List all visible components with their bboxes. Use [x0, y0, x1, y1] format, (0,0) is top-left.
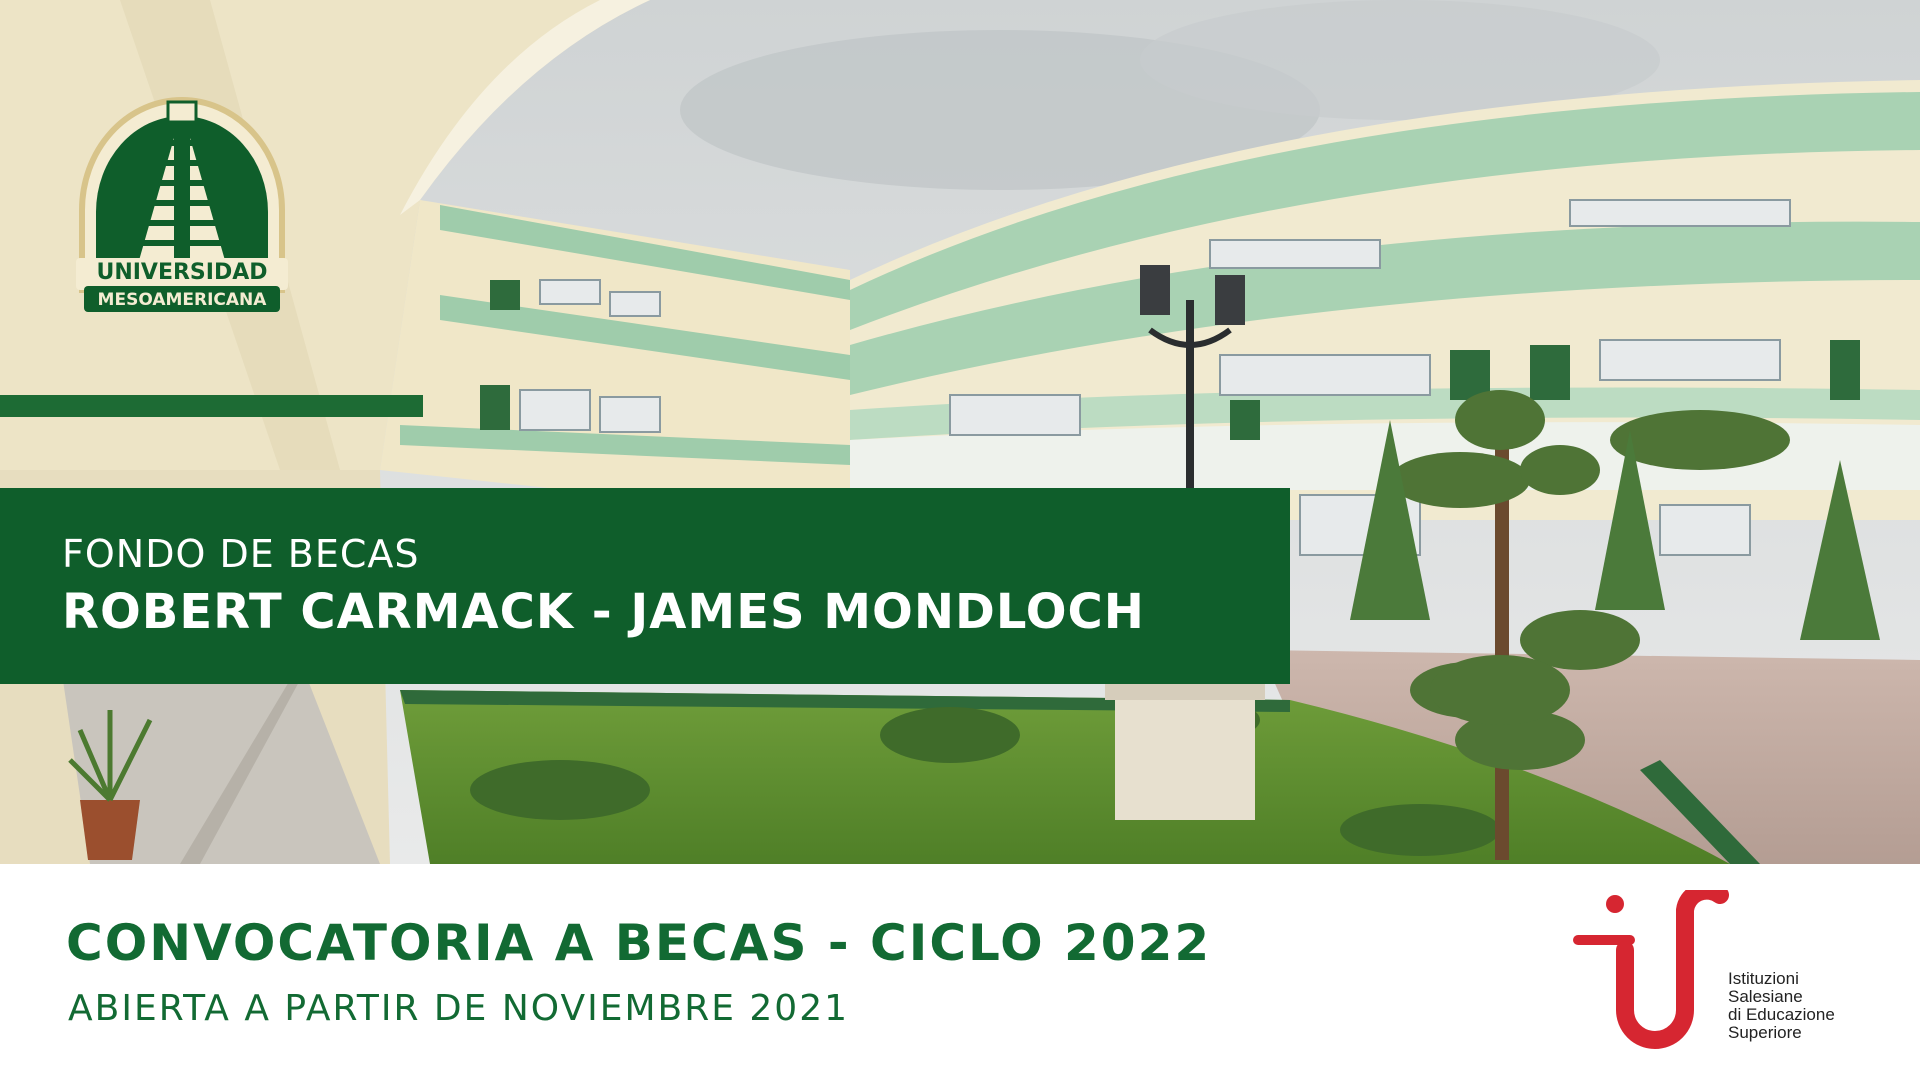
- accent-bar: [0, 395, 423, 417]
- partner-name-line: di Educazione: [1728, 1005, 1835, 1024]
- banner-title: ROBERT CARMACK - JAMES MONDLOCH: [62, 584, 1145, 640]
- partner-name-line: Salesiane: [1728, 987, 1803, 1006]
- banner-subtitle: FONDO DE BECAS: [62, 532, 420, 576]
- footer-subtitle: ABIERTA A PARTIR DE NOVIEMBRE 2021: [68, 988, 850, 1029]
- partner-name-line: Istituzioni: [1728, 969, 1799, 988]
- partner-name: [1728, 970, 1908, 1042]
- university-logo: [62, 80, 302, 320]
- logo-text-line2: MESOAMERICANA: [97, 290, 267, 310]
- logo-text-line1: UNIVERSIDAD: [96, 260, 268, 285]
- footer-title: CONVOCATORIA A BECAS - CICLO 2022: [66, 914, 1212, 972]
- partner-name-line: Superiore: [1728, 1023, 1802, 1042]
- isu-logo-icon: [1570, 890, 1730, 1060]
- title-banner: [0, 488, 1290, 684]
